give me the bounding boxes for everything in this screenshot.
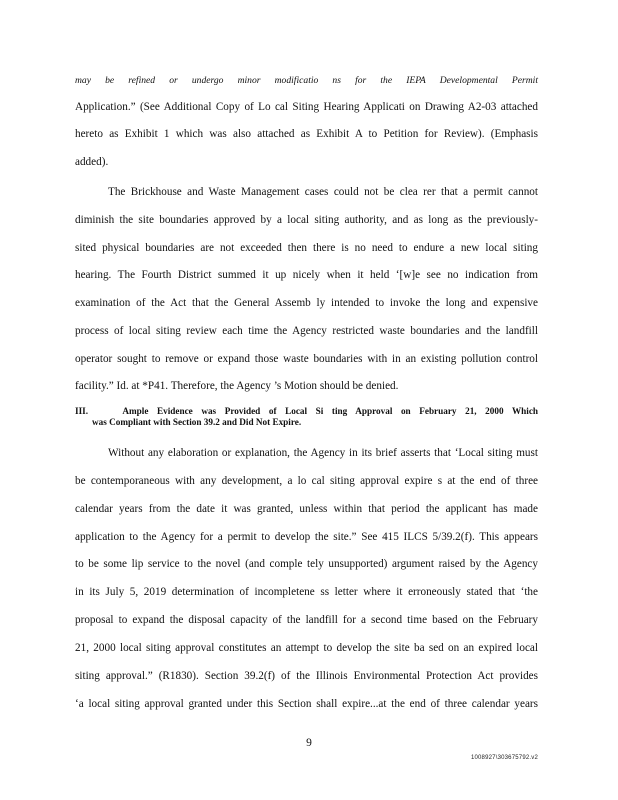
- text-line: siting approval.” (R1830). Section 39.2(f) of the Illinois Environmental Protection Act provides: [75, 670, 538, 682]
- text-line: hereto as Exhibit 1 which was also attached as Exhibit A to Petition for Review). (Emphasis: [75, 128, 538, 140]
- page-number: 9: [306, 737, 312, 749]
- text-line: operator sought to remove or expand those waste boundaries with in an existing pollution control: [75, 353, 538, 365]
- text-line: The Brickhouse and Waste Management cases could not be clea rer that a permit cannot: [108, 186, 538, 198]
- text-line: 21, 2000 local siting approval constitutes an attempt to develop the site ba sed on an expired local: [75, 642, 538, 654]
- section-heading-line1: III. Ample Evidence was Provided of Local Si ting Approval on February 21, 2000 Which: [75, 406, 539, 416]
- text-line: to be some lip service to the novel (and comple tely unsupported) argument raised by the Agency: [75, 558, 538, 570]
- text-line: be contemporaneous with any development, a lo cal siting approval expire s at the end of three: [75, 475, 538, 487]
- text-line: application to the Agency for a permit to develop the site.” See 415 ILCS 5/39.2(f). This appears: [75, 531, 538, 543]
- text-line: may be refined or undergo minor modificatio ns for the IEPA Developmental Permit: [75, 75, 538, 86]
- text-line: hearing. The Fourth District summed it up nicely when it held ‘[w]e see no indication from: [75, 269, 538, 281]
- text-line: process of local siting review each time the Agency restricted waste boundaries and the landfill: [75, 325, 538, 337]
- text-line: added).: [75, 156, 109, 168]
- text-line: facility.” Id. at *P41. Therefore, the Agency ’s Motion should be denied.: [75, 380, 399, 392]
- text-line: sited physical boundaries are not exceeded then there is no need to endure a new local siting: [75, 242, 538, 254]
- section-heading-line2: was Compliant with Section 39.2 and Did Not Expire.: [92, 417, 302, 427]
- section-heading: [75, 406, 538, 428]
- text-line: calendar years from the date it was granted, unless within that period the applicant has made: [75, 503, 538, 515]
- text-line: proposal to expand the disposal capacity of the landfill for a second time based on the February: [75, 614, 538, 626]
- text-line: examination of the Act that the General Assemb ly intended to invoke the long and expensive: [75, 297, 538, 309]
- text-line: ‘a local siting approval granted under this Section shall expire...at the end of three calendar years: [75, 698, 538, 710]
- document-id: 1008927\303675792.v2: [470, 755, 538, 761]
- text-line: in its July 5, 2019 determination of incompletene ss letter where it erroneously stated that ‘the: [75, 586, 538, 598]
- text-line: diminish the site boundaries approved by a local siting authority, and as long as the previously-: [75, 214, 538, 226]
- text-line: Application.” (See Additional Copy of Lo cal Siting Hearing Applicati on Drawing A2-03 attached: [75, 101, 538, 113]
- text-line: Without any elaboration or explanation, the Agency in its brief asserts that ‘Local siting must: [108, 447, 538, 459]
